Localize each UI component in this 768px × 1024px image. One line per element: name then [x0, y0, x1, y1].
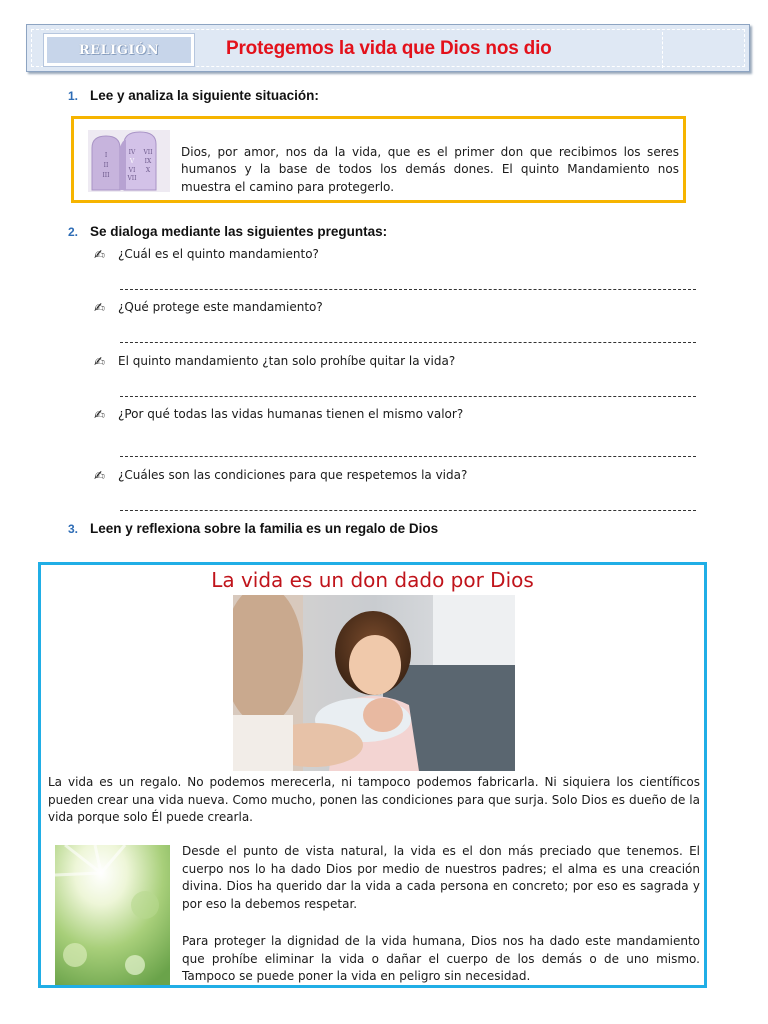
svg-text:VI: VI	[128, 167, 136, 174]
subject-badge: RELIGIÓN	[44, 34, 194, 66]
answer-line[interactable]	[120, 342, 696, 343]
reading-paragraph-3: Para proteger la dignidad de la vida humana, Dios nos ha dado este mandamiento que prohíbe eliminar la vida o dañar el cuerpo de los demás o de uno mismo. Tampoco se puede poner la vida en peligro sin necesidad.	[182, 934, 700, 983]
writing-hand-icon: ✍	[94, 355, 105, 370]
writing-hand-icon: ✍	[94, 248, 105, 263]
svg-text:VII: VII	[143, 149, 153, 156]
section-3-heading-text: Leen y reflexiona sobre la familia es un regalo de Dios	[90, 521, 439, 536]
question-text: ¿Cuáles son las condiciones para que respetemos la vida?	[118, 468, 468, 482]
svg-text:X: X	[145, 167, 151, 174]
situation-text: Dios, por amor, nos da la vida, que es el primer don que recibimos los seres humanos y la base de todos los demás dones. El quinto Mandamiento nos muestra el camino para protegerlo.	[181, 145, 679, 194]
section-3-number: 3.	[68, 522, 79, 536]
question-text: El quinto mandamiento ¿tan solo prohíbe quitar la vida?	[118, 354, 456, 368]
section-1-heading	[68, 88, 319, 103]
svg-text:III: III	[102, 172, 110, 179]
question-text: ¿Qué protege este mandamiento?	[118, 300, 323, 314]
page-title: Protegemos la vida que Dios nos dio	[226, 38, 552, 59]
writing-hand-icon: ✍	[94, 301, 105, 316]
family-baby-photo	[233, 595, 515, 771]
section-2-heading-text: Se dialoga mediante las siguientes preguntas:	[90, 224, 388, 239]
answer-line[interactable]	[120, 510, 696, 511]
question-text: ¿Cuál es el quinto mandamiento?	[118, 247, 319, 261]
svg-text:I: I	[104, 152, 108, 159]
svg-text:II: II	[103, 162, 109, 169]
header-divider	[662, 32, 663, 68]
sunlight-nature-photo	[55, 845, 170, 985]
answer-line[interactable]	[120, 396, 696, 397]
answer-line[interactable]	[120, 456, 696, 457]
header-banner	[26, 24, 750, 72]
ten-commandments-tablets-icon	[88, 130, 170, 192]
reading-paragraph-1: La vida es un regalo. No podemos merecerla, ni tampoco podemos fabricarla. Ni siquiera los científicos pueden crear una vida nueva. Como mucho, ponen las condiciones para que surja. Solo Dios es dueño de la vida porque solo Él puede crearla.	[48, 775, 700, 824]
section-3-heading	[68, 521, 438, 536]
section-1-heading-text: Lee y analiza la siguiente situación:	[90, 88, 319, 103]
reading-paragraph-2: Desde el punto de vista natural, la vida es el don más preciado que tenemos. El cuerpo nos lo ha dado Dios por medio de nuestros padres; el alma es una creación divina. Dios ha querido dar la vida a cada persona en concreto; por eso es sagrada y por eso la debemos respetar.	[182, 844, 700, 911]
question-text: ¿Por qué todas las vidas humanas tienen el mismo valor?	[118, 407, 464, 421]
reading-box	[38, 562, 707, 988]
section-2-heading	[68, 224, 387, 239]
svg-text:V: V	[129, 158, 135, 165]
svg-text:IX: IX	[144, 158, 152, 165]
writing-hand-icon: ✍	[94, 408, 105, 423]
writing-hand-icon: ✍	[94, 469, 105, 484]
section-2-number: 2.	[68, 225, 79, 239]
svg-text:IV: IV	[128, 149, 136, 156]
section-1-number: 1.	[68, 89, 79, 103]
header-inner-border	[31, 29, 745, 67]
answer-line[interactable]	[120, 289, 696, 290]
svg-text:VII: VII	[127, 175, 137, 182]
situation-box	[71, 116, 686, 203]
reading-title: La vida es un don dado por Dios	[211, 568, 534, 592]
